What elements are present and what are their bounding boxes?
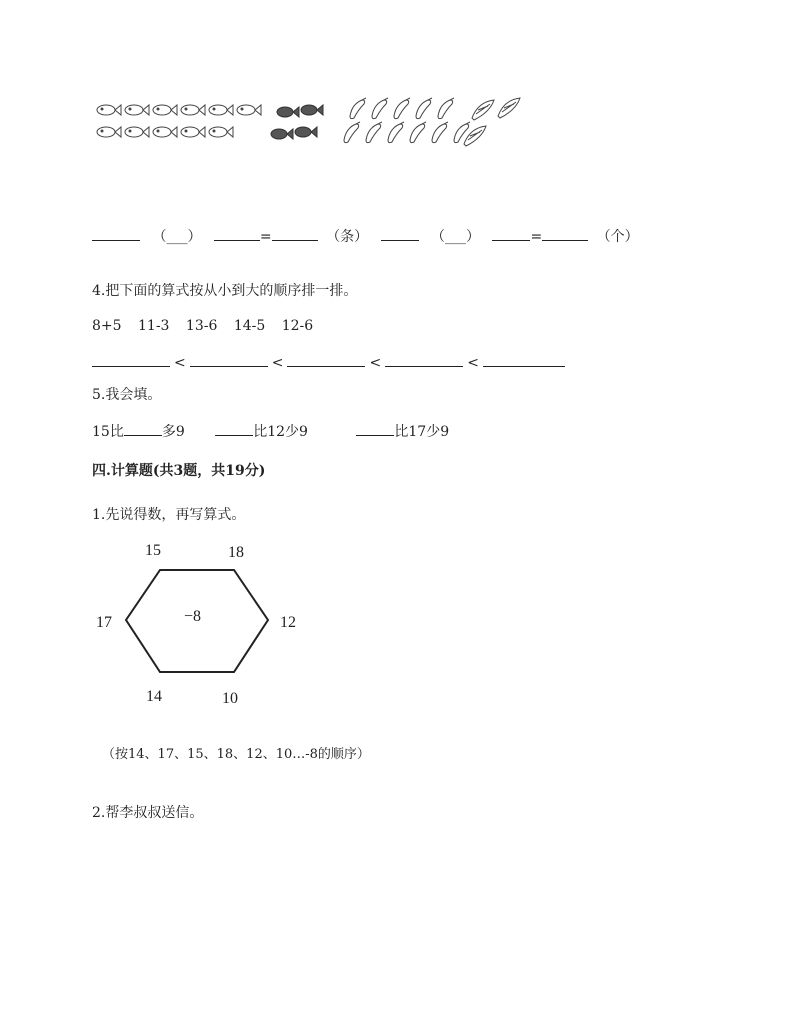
answer-blank[interactable] — [214, 226, 260, 241]
answer-blank[interactable] — [356, 421, 394, 436]
answer-blank[interactable] — [385, 352, 463, 367]
fill-suffix: 多9 — [161, 424, 185, 440]
hexagon-diagram — [90, 536, 310, 716]
vertex-label-top-left: 15 — [145, 542, 161, 559]
vertex-label-top-right: 18 — [228, 544, 244, 561]
calc-2-prompt: 2.帮李叔叔送信。 — [92, 805, 204, 821]
expression-item: 12-6 — [281, 318, 314, 334]
vertex-label-bottom-left: 14 — [146, 688, 162, 705]
less-than-sign: < — [174, 355, 186, 371]
unit-label: （条） — [326, 229, 369, 245]
operator-paren: （___） — [431, 229, 480, 245]
less-than-sign: < — [271, 355, 284, 371]
expression-item: 14-5 — [233, 318, 266, 334]
expression-item: 11-3 — [138, 318, 170, 334]
vertex-label-bottom-right: 10 — [222, 690, 238, 707]
fill-prefix: 15比 — [92, 424, 124, 440]
expression-item: 8+5 — [92, 318, 122, 334]
question-5-prompt: 5.我会填。 — [92, 387, 162, 403]
answer-blank[interactable] — [215, 421, 253, 436]
answer-blank[interactable] — [483, 352, 565, 367]
corn-icon-group — [464, 98, 520, 146]
expression-list — [92, 317, 313, 335]
vertex-label-left: 17 — [96, 614, 112, 631]
less-than-sign: < — [467, 355, 479, 371]
fill-suffix: 比12少9 — [253, 424, 308, 440]
counting-pictures — [92, 92, 532, 152]
equals-sign: = — [530, 229, 543, 245]
answer-blank[interactable] — [92, 352, 170, 367]
vertex-label-right: 12 — [280, 614, 296, 631]
answer-blank[interactable] — [542, 226, 588, 241]
section-heading: 四.计算题(共3题，共19分) — [92, 463, 266, 479]
expression-item: 13-6 — [185, 318, 218, 334]
answer-blank[interactable] — [272, 226, 318, 241]
answer-blank[interactable] — [381, 226, 419, 241]
fill-suffix: 比17少9 — [394, 424, 450, 440]
hexagon-center-label: −8 — [184, 608, 202, 625]
equals-sign: = — [259, 229, 272, 245]
equation-row — [92, 226, 639, 246]
dark-fish-icon-group — [271, 105, 323, 139]
eggplant-icon-group — [344, 98, 470, 143]
unit-label: （个） — [596, 229, 639, 245]
answer-blank[interactable] — [92, 226, 140, 241]
answer-blank[interactable] — [492, 226, 530, 241]
fish-icon-group — [97, 105, 261, 137]
hexagon-shape — [90, 536, 310, 716]
picture-row — [92, 92, 532, 152]
less-than-sign: < — [369, 355, 382, 371]
operator-paren: （___） — [152, 229, 202, 245]
order-note: （按14、17、15、18、12、10…-8的顺序） — [102, 747, 370, 762]
fill-row — [92, 421, 449, 441]
answer-blank[interactable] — [124, 421, 162, 436]
answer-blank[interactable] — [190, 352, 268, 367]
calc-1-prompt: 1.先说得数，再写算式。 — [92, 507, 246, 523]
question-4-prompt: 4.把下面的算式按从小到大的顺序排一排。 — [92, 283, 358, 299]
answer-blank[interactable] — [287, 352, 365, 367]
ordering-row — [92, 352, 565, 372]
